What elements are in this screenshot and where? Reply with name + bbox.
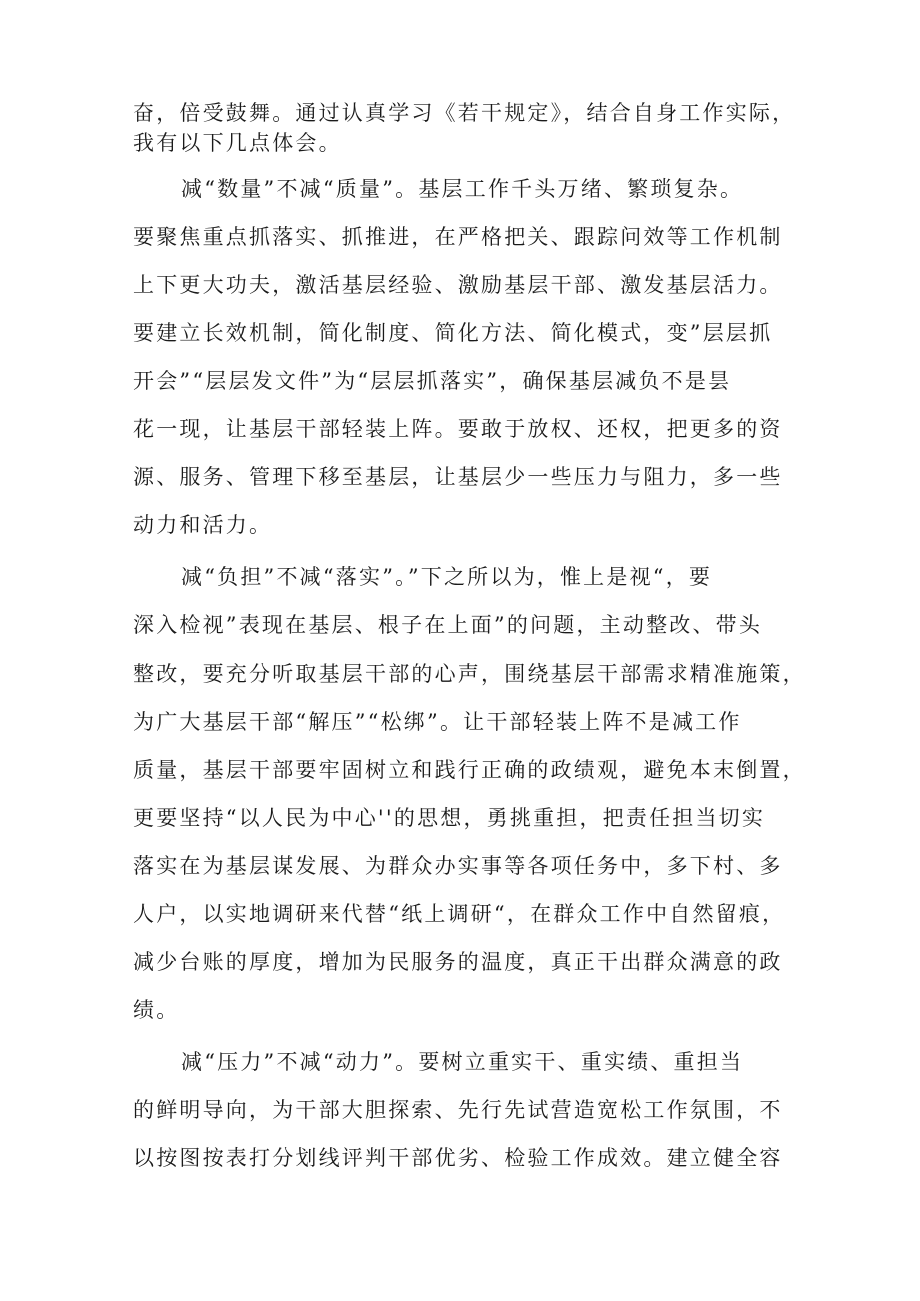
- paragraph-1-line: 减“数量”不减“质量”。基层工作千头万绪、繁琐复杂。: [181, 177, 744, 201]
- paragraph-2-line: 落实在为基层谋发展、为群众办实事等各项任务中，多下村、多: [133, 854, 783, 878]
- paragraph-1-line: 花一现，让基层干部轻装上阵。要敢于放权、还权，把更多的资: [133, 417, 783, 441]
- intro-line-2: 我有以下几点体会。: [133, 131, 342, 155]
- paragraph-2-line: 更要坚持“以人民为中心''的思想，勇挑重担，把责任担当切实: [133, 806, 766, 830]
- paragraph-2-line: 减“负担”不减“落实”。”下之所以为，惟上是视“，要: [181, 565, 713, 589]
- paragraph-1-line: 开会”“层层发文件”为“层层抓落实”，确保基层减负不是昙: [133, 369, 732, 393]
- paragraph-2-line: 减少台账的厚度，增加为民服务的温度，真正干出群众满意的政: [133, 950, 783, 974]
- paragraph-1-line: 要建立长效机制，简化制度、简化方法、简化模式，变”层层抓: [133, 321, 773, 345]
- intro-line-1: 奋，倍受鼓舞。通过认真学习《若干规定》，结合自身工作实际，: [133, 101, 796, 125]
- paragraph-1-line: 要聚焦重点抓落实、抓推进，在严格把关、跟踪问效等工作机制: [133, 225, 783, 249]
- paragraph-1-line: 动力和活力。: [133, 513, 273, 537]
- paragraph-2-line: 质量，基层干部要牢固树立和践行正确的政绩观，避免本末倒置，: [133, 758, 806, 782]
- paragraph-3-line: 以按图按表打分划线评判干部优劣、检验工作成效。建立健全容: [133, 1146, 783, 1170]
- paragraph-2-line: 人户，以实地调研来代替“纸上调研“，在群众工作中自然留痕，: [133, 902, 786, 926]
- paragraph-1-line: 上下更大功夫，激活基层经验、激励基层干部、激发基层活力。: [133, 273, 783, 297]
- paragraph-2-line: 为广大基层干部“解压”“松绑”。让干部轻装上阵不是减工作: [133, 710, 742, 734]
- paragraph-2-line: 整改，要充分听取基层干部的心声，围绕基层干部需求精准施策，: [133, 662, 806, 686]
- paragraph-2-line: 绩。: [133, 998, 180, 1022]
- paragraph-2-line: 深入检视”表现在基层、根子在上面”的问题，主动整改、带头: [133, 613, 763, 637]
- paragraph-3-line: 减“压力”不减“动力”。要树立重实干、重实绩、重担当: [181, 1050, 744, 1074]
- paragraph-3-line: 的鲜明导向，为干部大胆探索、先行先试营造宽松工作氛围，不: [133, 1098, 783, 1122]
- paragraph-1-line: 源、服务、管理下移至基层，让基层少一些压力与阻力，多一些: [133, 465, 783, 489]
